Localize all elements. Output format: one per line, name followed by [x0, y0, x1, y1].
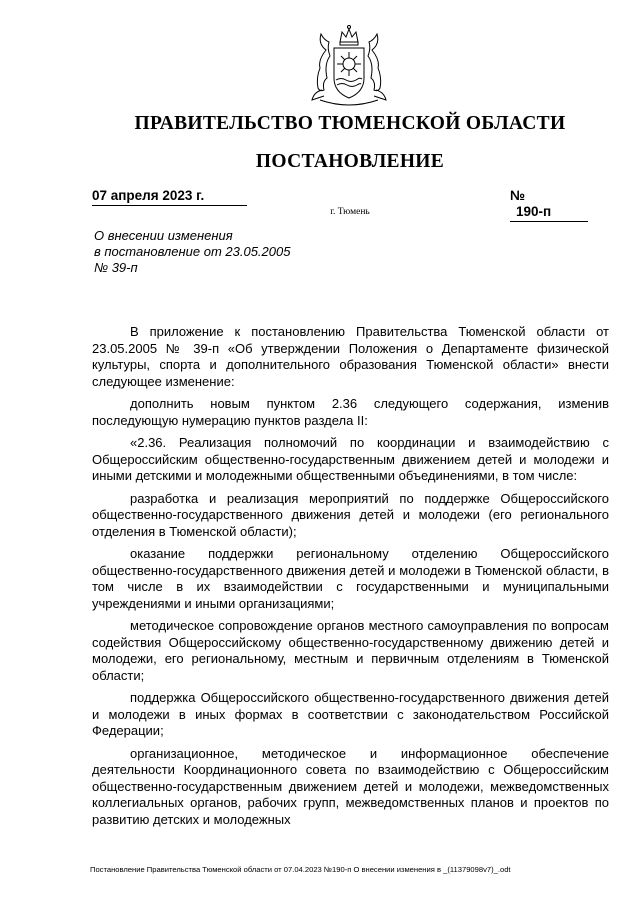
- document-number: 190-п: [510, 204, 588, 222]
- body-paragraph: организационное, методическое и информационное обеспечение деятельности Координационного совета по взаимодействию с Общероссийским общественно-государственным движением детей и молодежи, межведомственных коллегиальных органов, рабочих групп, межведомственных планов и проектов по развитию детских и молодежных: [92, 745, 609, 827]
- document-subject: [94, 228, 394, 275]
- body-paragraph: разработка и реализация мероприятий по поддержке Общероссийского общественно-государственного движения детей и молодежи (его регионального отделения в Тюменской области);: [92, 490, 609, 539]
- body-paragraph: поддержка Общероссийского общественно-государственного движения детей и молодежи в иных формах в соответствии с законодательством Российской Федерации;: [92, 690, 609, 738]
- number-label: №: [510, 188, 526, 203]
- document-body: [92, 324, 609, 834]
- body-paragraph: «2.36. Реализация полномочий по координации и взаимодействию с Общероссийским общественно-государственным движением детей и молодежи и иными детскими и молодежными общественными объединениями, в том числе:: [92, 435, 609, 483]
- document-type-title: ПОСТАНОВЛЕНИЕ: [255, 151, 445, 172]
- subject-line: О внесении изменения: [94, 228, 233, 243]
- subject-line: № 39-п: [94, 259, 138, 275]
- document-city: г. Тюмень: [330, 207, 370, 217]
- subject-line: в постановление от 23.05.2005: [94, 243, 291, 259]
- body-paragraph: оказание поддержки региональному отделению Общероссийского общественно-государственного движения детей и молодежи в Тюменской области, в том числе в их взаимодействии с государственными и муниципальными учреждениями и иными организациями;: [92, 546, 609, 611]
- coat-of-arms-emblem: [296, 20, 402, 110]
- body-paragraph: методическое сопровождение органов местного самоуправления по вопросам содействия Общероссийскому общественно-государственному движению детей и молодежи, его региональному, местным и первичным отделениям в Тюменской области;: [92, 618, 609, 683]
- body-paragraph: В приложение к постановлению Правительства Тюменской области от 23.05.2005 № 39-п «Об утверждении Положения о Департаменте физической культуры, спорта и дополнительного образования Тюменской области» внести следующее изменение:: [92, 324, 609, 389]
- body-paragraph: дополнить новым пунктом 2.36 следующего содержания, изменив последующую нумерацию пунктов раздела II:: [92, 396, 609, 428]
- government-title: ПРАВИТЕЛЬСТВО ТЮМЕНСКОЙ ОБЛАСТИ: [134, 113, 566, 134]
- document-date: 07 апреля 2023 г.: [92, 188, 247, 206]
- page-footer: Постановление Правительства Тюменской области от 07.04.2023 №190-п О внесении изменения в _(11379098v7)_.odt: [90, 865, 511, 874]
